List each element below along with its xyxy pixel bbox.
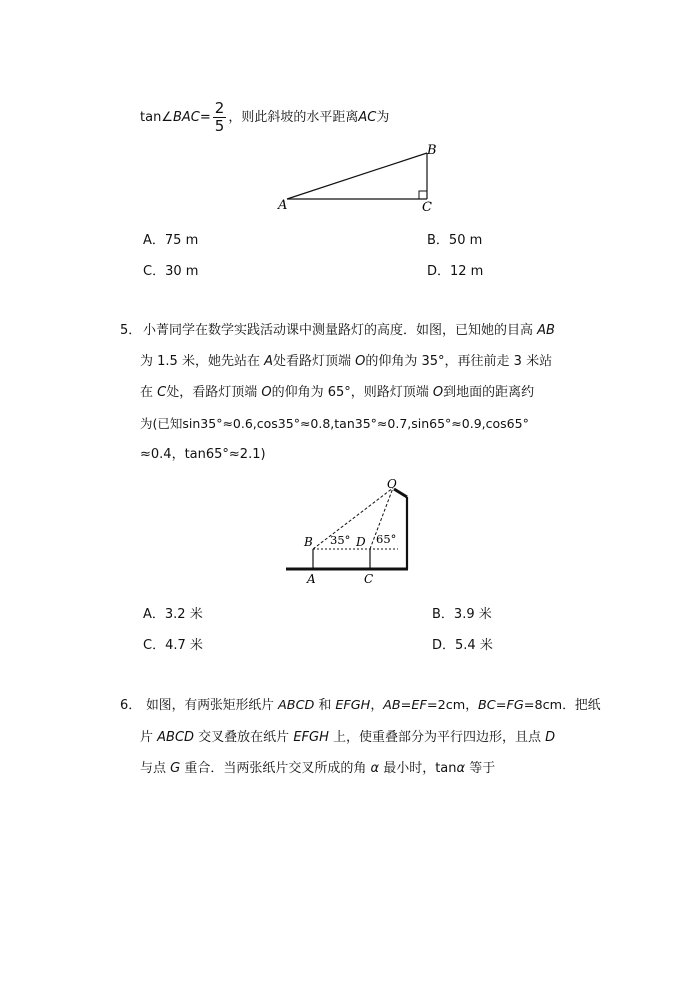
label-b: B bbox=[427, 143, 437, 158]
right-angle-mark bbox=[419, 191, 427, 199]
angle-35: 35° bbox=[330, 533, 351, 547]
q5-line-2: 为 1.5 米，她先站在 A处看路灯顶端 O的仰角为 35°，再往前走 3 米站 bbox=[140, 354, 553, 369]
q6-number: 6． bbox=[120, 698, 142, 713]
q5-option-c[interactable]: C．4.7 米 bbox=[143, 638, 203, 653]
label-o: O bbox=[387, 477, 397, 491]
label-a: A bbox=[278, 198, 288, 213]
q4-option-a[interactable]: A．75 m bbox=[143, 233, 199, 248]
q4-option-d[interactable]: D．12 m bbox=[427, 264, 484, 279]
q5-option-b[interactable]: B．3.9 米 bbox=[432, 607, 492, 622]
q4-stem: tan∠BAC= $\frac{2}{5}$ ，则此斜坡的水平距离AC为 bbox=[140, 99, 390, 135]
label-c: C bbox=[422, 200, 432, 215]
label-d: D bbox=[356, 535, 366, 549]
q4-option-c[interactable]: C．30 m bbox=[143, 264, 199, 279]
q6-line-3: 与点 G 重合．当两张纸片交叉所成的角 α 最小时，tanα 等于 bbox=[140, 761, 496, 776]
fraction: $\frac{2}{5}$ bbox=[214, 99, 225, 135]
q5-line-3: 在 C处，看路灯顶端 O的仰角为 65°，则路灯顶端 O到地面的距离约 bbox=[140, 385, 535, 400]
label-b: B bbox=[304, 535, 313, 549]
q5-number: 5． bbox=[120, 323, 142, 338]
q4-triangle-figure bbox=[270, 140, 450, 215]
q6-line-2: 片 ABCD 交叉叠放在纸片 EFGH 上，使重叠部分为平行四边形，且点 D bbox=[140, 730, 556, 745]
hypotenuse-ab bbox=[287, 153, 427, 199]
label-c: C bbox=[364, 572, 374, 586]
q5-option-a[interactable]: A．3.2 米 bbox=[143, 607, 203, 622]
q4-option-b[interactable]: B．50 m bbox=[427, 233, 483, 248]
q5-line-1: 小菁同学在数学实践活动课中测量路灯的高度．如图，已知她的目高 AB bbox=[143, 323, 555, 338]
q5-lamp-figure bbox=[280, 472, 420, 590]
q5-line-5: ≈0.4，tan65°≈2.1) bbox=[140, 447, 266, 462]
q6-line-1: 如图，有两张矩形纸片 ABCD 和 EFGH，AB=EF=2cm，BC=FG=8cm．把纸 bbox=[146, 698, 601, 713]
label-a: A bbox=[307, 572, 316, 586]
q5-option-d[interactable]: D．5.4 米 bbox=[432, 638, 493, 653]
angle-65: 65° bbox=[376, 532, 397, 546]
q5-line-4: 为(已知sin35°≈0.6,cos35°≈0.8,tan35°≈0.7,sin65°≈0.9,cos65° bbox=[140, 416, 529, 431]
